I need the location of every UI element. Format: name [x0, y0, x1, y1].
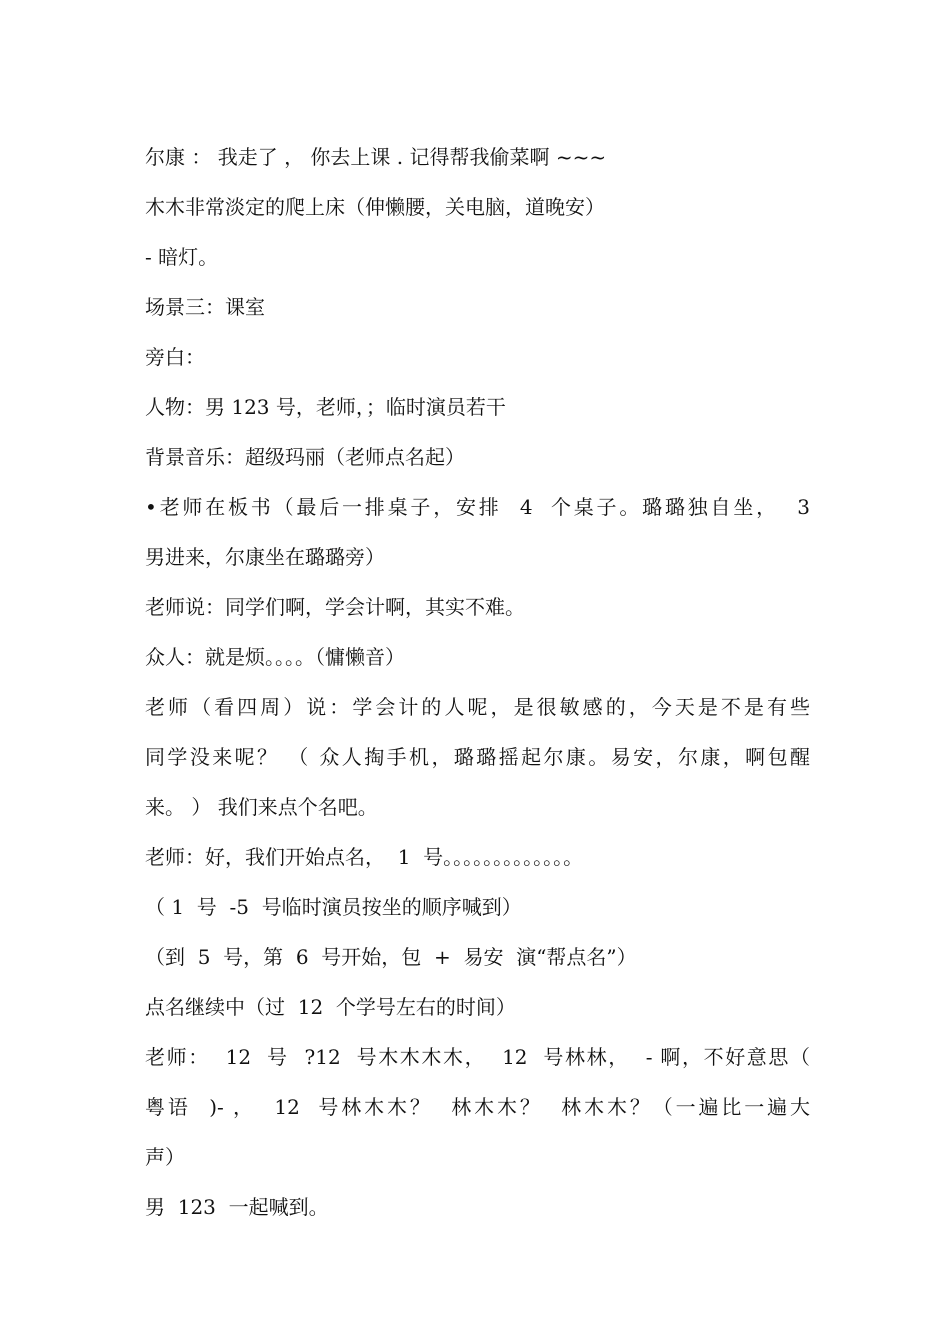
text-line: 男 123 一起喊到。 [145, 1195, 329, 1219]
text-line: 老师说：同学们啊，学会计啊，其实不难。 [145, 595, 525, 619]
scene-heading: 场景三：课室 [145, 295, 265, 319]
text-line: 人物：男 123 号，老师，；临时演员若干 [145, 395, 506, 419]
text-line: 老师（看四周）说：学会计的人呢，是很敏感的，今天是不是有些 [145, 695, 810, 719]
text-line: 同学没来呢？ （ 众人掏手机，璐璐摇起尔康。易安，尔康，啊包醒 [145, 745, 810, 769]
text-line: （ 1 号 -5 号临时演员按坐的顺序喊到） [145, 895, 522, 919]
text-line: 旁白： [145, 345, 205, 369]
text-line: 尔康 ： 我走了 ， 你去上课 . 记得帮我偷菜啊 ~~~ [145, 145, 607, 169]
document-body [145, 132, 810, 1232]
text-line: 声） [145, 1145, 185, 1169]
text-line: 众人：就是烦。。。。（慵懒音） [145, 645, 405, 669]
text-line: 粤语 )- ， 12 号林木木？ 林木木？ 林木木？（一遍比一遍大 [145, 1095, 810, 1119]
text-line: •老师在板书（最后一排桌子，安排 4 个桌子。璐璐独自坐， 3 [145, 495, 810, 519]
text-line: 木木非常淡定的爬上床（伸懒腰，关电脑，道晚安） [145, 195, 605, 219]
text-line: （到 5 号，第 6 号开始，包 + 易安 演“帮点名”） [145, 945, 637, 969]
text-line: 来。 ） 我们来点个名吧。 [145, 795, 378, 819]
text-line: - 暗灯。 [145, 245, 219, 269]
text-line: 背景音乐：超级玛丽（老师点名起） [145, 445, 465, 469]
text-line: 点名继续中（过 12 个学号左右的时间） [145, 995, 516, 1019]
text-line: 男进来，尔康坐在璐璐旁） [145, 545, 385, 569]
text-line: 老师： 12 号 ?12 号木木木木， 12 号林林， - 啊，不好意思（ [145, 1045, 810, 1069]
text-line: 老师：好，我们开始点名， 1 号。。。。。。。。。。。。。 [145, 845, 584, 869]
